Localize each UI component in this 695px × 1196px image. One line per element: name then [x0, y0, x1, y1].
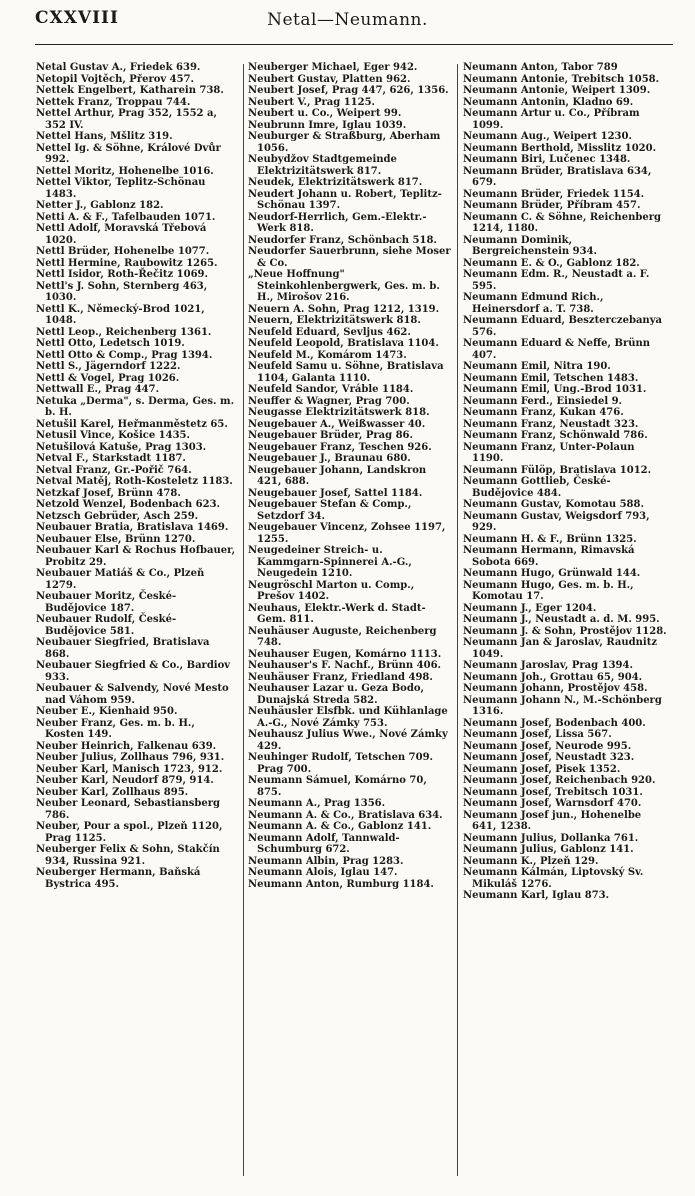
- directory-entry: Neugebauer Vincenz, Zohsee 1197, 1255.: [248, 522, 446, 545]
- directory-entry: Netzsch Gebrüder, Asch 259.: [36, 510, 199, 522]
- directory-entry: Neumann Johann N., M.-Schönberg 1316.: [463, 694, 662, 717]
- running-head: Netal—Neumann.: [267, 10, 428, 30]
- directory-entry: Netter J., Gablonz 182.: [36, 200, 164, 211]
- directory-entry: Netti A. & F., Tafelbauden 1071.: [36, 211, 216, 223]
- column-2: [248, 62, 451, 1182]
- directory-entry: Netval Matěj, Roth-Kosteletz 1183.: [36, 476, 233, 487]
- directory-entry: Neumann Berthold, Misslitz 1020.: [463, 142, 657, 154]
- directory-entry: Neuberger Michael, Eger 942.: [248, 62, 418, 73]
- directory-entry: Netušil Karel, Heřmanměstetz 65.: [36, 418, 228, 430]
- directory-entry: Neumann A. & Co., Bratislava 634.: [248, 809, 443, 821]
- directory-entry: Neumann Brüder, Bratislava 634, 679.: [463, 165, 652, 188]
- directory-entry: Neumann E. & O., Gablonz 182.: [463, 257, 640, 269]
- directory-entry: Netal Gustav A., Friedek 639.: [36, 62, 201, 73]
- directory-entry: Nettl Otto, Ledetsch 1019.: [36, 338, 185, 349]
- directory-entry: Neubauer & Salvendy, Nové Mesto nad Váhom 959.: [36, 683, 229, 706]
- directory-entry: Neuber E., Kienhaid 950.: [36, 706, 178, 717]
- directory-entry: Neuber Julius, Zollhaus 796, 931.: [36, 752, 225, 763]
- directory-entry: Neubauer Bratia, Bratislava 1469.: [36, 522, 229, 533]
- page-number: CXXVIII: [35, 8, 119, 28]
- directory-entry: Neuber Franz, Ges. m. b. H., Kosten 149.: [36, 717, 195, 740]
- directory-entry: Neumann Edmund Rich., Heinersdorf a. T. 738.: [463, 292, 604, 315]
- directory-entry: Netzkaf Josef, Brünn 478.: [36, 487, 181, 499]
- directory-entry: Neuhaus, Elektr.-Werk d. Stadt-Gem. 811.: [248, 602, 426, 625]
- directory-entry: Neumann Artur u. Co., Příbram 1099.: [463, 108, 640, 131]
- directory-entry: Neubert u. Co., Weipert 99.: [248, 108, 402, 119]
- directory-entry: Neufeld Eduard, Sevljus 462.: [248, 326, 411, 338]
- directory-entry: Neuern, Elektrizitätswerk 818.: [248, 315, 421, 326]
- directory-entry: Neubydžov Stadtgemeinde Elektrizitätswerk 817.: [248, 154, 397, 177]
- directory-entry: Neuhäuser Franz, Friedland 498.: [248, 671, 433, 683]
- directory-entry: Neuberger Felix & Sohn, Stakčín 934, Russina 921.: [36, 844, 220, 867]
- directory-entry: Netušilová Katuše, Prag 1303.: [36, 441, 207, 453]
- directory-entry: Nettl Hermine, Raubowitz 1265.: [36, 257, 218, 269]
- directory-entry: Neumann Josef, Reichenbach 920.: [463, 775, 656, 786]
- directory-entry: Neuffer & Wagner, Prag 700.: [248, 395, 410, 407]
- directory-entry: Neumann Eduard, Beszterczebanya 576.: [463, 315, 662, 338]
- directory-entry: Neumann Karl, Iglau 873.: [463, 890, 610, 901]
- directory-entry: Neubauer Moritz, České-Budějovice 187.: [36, 591, 177, 614]
- directory-entry: Neumann Antonie, Trebitsch 1058.: [463, 73, 660, 85]
- directory-entry: Neumann Joh., Grottau 65, 904.: [463, 671, 643, 683]
- directory-entry: Neubauer Rudolf, České-Budějovice 581.: [36, 614, 177, 637]
- directory-entry: Neufeld Samu u. Söhne, Bratislava 1104, Galanta 1110.: [248, 361, 444, 384]
- directory-entry: Neugebauer Franz, Teschen 926.: [248, 441, 432, 453]
- directory-entry: Neumann Jaroslav, Prag 1394.: [463, 660, 633, 671]
- directory-entry: Neumann J. & Sohn, Prostějov 1128.: [463, 625, 667, 637]
- directory-entry: Neumann Edm. R., Neustadt a. F. 595.: [463, 269, 650, 292]
- directory-entry: Netval Franz, Gr.-Pořič 764.: [36, 464, 192, 476]
- directory-entry: Neubert Gustav, Platten 962.: [248, 73, 411, 85]
- directory-entry: Neumann Josef jun., Hohenelbe 641, 1238.: [463, 809, 642, 832]
- directory-entry: Neuhauser Eugen, Komárno 1113.: [248, 648, 442, 660]
- directory-entry: Neuber, Pour a spol., Plzeň 1120, Prag 1125.: [36, 821, 223, 844]
- directory-entry: Neumann Franz, Schönwald 786.: [463, 430, 648, 441]
- directory-entry: Neubauer Matiáš & Co., Plzeň 1279.: [36, 568, 205, 591]
- directory-entry: Neumann Gustav, Komotau 588.: [463, 499, 644, 510]
- directory-entry: Neuhäuser Auguste, Reichenberg 748.: [248, 625, 437, 648]
- directory-entry: Neudorf-Herrlich, Gem.-Elektr.-Werk 818.: [248, 211, 427, 234]
- directory-entry: Neubauer Karl & Rochus Hofbauer, Probitz 29.: [36, 545, 236, 568]
- directory-entry: Neumann Albin, Prag 1283.: [248, 855, 404, 867]
- directory-entry: Nettl S., Jägerndorf 1222.: [36, 361, 181, 372]
- directory-entry: Netopil Vojtěch, Přerov 457.: [36, 73, 195, 85]
- directory-entry: Neuberger Hermann, Baňská Bystrica 495.: [36, 867, 201, 890]
- directory-entry: Neumann Jan & Jaroslav, Raudnitz 1049.: [463, 637, 657, 660]
- directory-entry: Neumann Gottlieb, České-Budějovice 484.: [463, 476, 611, 499]
- directory-entry: Nettel Moritz, Hohenelbe 1016.: [36, 165, 214, 177]
- directory-entry: Neuhausz Julius Wwe., Nové Zámky 429.: [248, 729, 448, 752]
- directory-entry: Neumann A., Prag 1356.: [248, 798, 386, 809]
- directory-entry: Neudek, Elektrizitätswerk 817.: [248, 177, 423, 188]
- directory-entry: Neumann Josef, Trebitsch 1031.: [463, 786, 643, 798]
- directory-entry: Neugasse Elektrizitätswerk 818.: [248, 407, 430, 418]
- directory-entry: Neugedeiner Streich- u. Kammgarn-Spinnerei A.-G., Neugedein 1210.: [248, 545, 412, 579]
- directory-entry: Neumann Franz, Kukan 476.: [463, 407, 624, 418]
- directory-entry: Nettl Otto & Comp., Prag 1394.: [36, 349, 213, 361]
- directory-entry: Nettel Viktor, Teplitz-Schönau 1483.: [36, 177, 206, 200]
- directory-entry: Nettl Isidor, Roth-Řečitz 1069.: [36, 269, 208, 280]
- directory-entry: Neugebauer J., Braunau 680.: [248, 453, 411, 464]
- directory-entry: Neuber Leonard, Sebastiansberg 786.: [36, 798, 221, 821]
- directory-entry: Neuhinger Rudolf, Tetschen 709. Prag 700.: [248, 752, 434, 775]
- directory-entry: Neugebauer Stefan & Comp., Setzdorf 34.: [248, 499, 412, 522]
- directory-entry: Netusil Vince, Košice 1435.: [36, 430, 190, 441]
- directory-entry: Neumann Brüder, Příbram 457.: [463, 200, 641, 211]
- directory-entry: Nettl's J. Sohn, Sternberg 463, 1030.: [36, 280, 208, 303]
- directory-entry: Neumann Eduard & Neffe, Brünn 407.: [463, 338, 651, 361]
- directory-entry: Neumann Hermann, Rimavská Sobota 669.: [463, 545, 635, 568]
- directory-entry: Neumann J., Neustadt a. d. M. 995.: [463, 614, 660, 625]
- directory-entry: Neumann Josef, Neustadt 323.: [463, 752, 635, 763]
- directory-entry: Neumann Aug., Weipert 1230.: [463, 131, 632, 142]
- column-divider: [457, 64, 458, 1176]
- directory-entry: Neugebauer A., Weißwasser 40.: [248, 418, 426, 430]
- directory-entry: Neuhauser Lazar u. Geza Bodo, Dunajská Streda 582.: [248, 683, 424, 706]
- directory-entry: Nettl K., Německý-Brod 1021, 1048.: [36, 303, 205, 326]
- directory-entry: Neumann Ferd., Einsiedel 9.: [463, 395, 623, 407]
- directory-entry: Neumann Kálmán, Liptovský Sv. Mikuláš 1276.: [463, 867, 644, 890]
- directory-entry: Nettel Arthur, Prag 352, 1552 a, 352 IV.: [36, 108, 217, 131]
- directory-entry: Neumann Gustav, Weigsdorf 793, 929.: [463, 510, 650, 533]
- directory-entry: Neumann Josef, Lissa 567.: [463, 729, 612, 740]
- directory-entry: Neufeld Leopold, Bratislava 1104.: [248, 338, 439, 349]
- directory-entry: Neumann C. & Söhne, Reichenberg 1214, 1180.: [463, 211, 661, 234]
- directory-entry: Nettl Adolf, Moravská Třebová 1020.: [36, 223, 207, 246]
- directory-entry: Neumann J., Eger 1204.: [463, 602, 597, 614]
- directory-entry: Neuern A. Sohn, Prag 1212, 1319.: [248, 303, 440, 315]
- directory-entry: Neufeld Sandor, Vráble 1184.: [248, 384, 414, 395]
- directory-entry: Neumann Antonin, Kladno 69.: [463, 96, 634, 108]
- column-divider: [243, 64, 244, 1176]
- directory-entry: Nettel Hans, Mšlitz 319.: [36, 131, 173, 142]
- directory-entry: Netuka „Derma", s. Derma, Ges. m. b. H.: [36, 395, 235, 418]
- directory-entry: Neumann Johann, Prostějov 458.: [463, 683, 648, 694]
- directory-entry: Neumann Brüder, Friedek 1154.: [463, 188, 645, 200]
- directory-entry: Neumann Hugo, Grünwald 144.: [463, 568, 641, 579]
- directory-entry: Neuhäusler Elsfbk. und Kühlanlage A.-G., Nové Zámky 753.: [248, 706, 448, 729]
- directory-entry: Neuhauser's F. Nachf., Brünn 406.: [248, 660, 442, 671]
- directory-entry: Neubauer Else, Brünn 1270.: [36, 533, 196, 545]
- directory-entry: Neumann Julius, Gablonz 141.: [463, 844, 634, 855]
- directory-entry: Neubauer Siegfried, Bratislava 868.: [36, 637, 210, 660]
- directory-entry: Neumann Alois, Iglau 147.: [248, 867, 398, 878]
- column-1: [36, 62, 236, 1182]
- directory-entry: Neugebauer Brüder, Prag 86.: [248, 430, 413, 441]
- directory-entry: Neumann Josef, Warnsdorf 470.: [463, 798, 642, 809]
- directory-entry: Neubert Josef, Prag 447, 626, 1356.: [248, 85, 449, 96]
- column-3: [463, 62, 668, 1182]
- directory-entry: Neumann H. & F., Brünn 1325.: [463, 533, 637, 545]
- directory-entry: Neumann Emil, Nitra 190.: [463, 361, 611, 372]
- directory-entry: Neuber Heinrich, Falkenau 639.: [36, 740, 217, 752]
- directory-entry: Neuber Karl, Manisch 1723, 912.: [36, 763, 223, 775]
- page-header: [0, 0, 695, 48]
- directory-entry: Neudorfer Franz, Schönbach 518.: [248, 234, 437, 246]
- directory-entry: Neumann Sámuel, Komárno 70, 875.: [248, 775, 427, 798]
- directory-entry: Neubert V., Prag 1125.: [248, 96, 376, 108]
- directory-entry: Neumann Josef, Pisek 1352.: [463, 763, 621, 775]
- directory-entry: Neumann Anton, Tabor 789: [463, 62, 618, 73]
- directory-entry: Neumann Dominik, Bergreichenstein 934.: [463, 234, 598, 257]
- directory-entry: „Neue Hoffnung" Steinkohlenbergwerk, Ges. m. b. H., Mirošov 216.: [248, 269, 440, 303]
- directory-entry: Netval F., Starkstadt 1187.: [36, 453, 186, 464]
- directory-entry: Nettel Ig. & Söhne, Králové Dvůr 992.: [36, 142, 221, 165]
- directory-entry: Neumann Hugo, Ges. m. b. H., Komotau 17.: [463, 579, 634, 602]
- directory-entry: Neubrunn Imre, Iglau 1039.: [248, 119, 407, 131]
- directory-entry: Nettek Engelbert, Katharein 738.: [36, 85, 224, 96]
- directory-entry: Nettl Brüder, Hohenelbe 1077.: [36, 246, 210, 257]
- directory-entry: Neuburger & Straßburg, Aberham 1056.: [248, 131, 441, 154]
- directory-entry: Neumann Antonie, Weipert 1309.: [463, 85, 651, 96]
- directory-entry: Nettwall E., Prag 447.: [36, 384, 160, 395]
- directory-entry: Nettl & Vogel, Prag 1026.: [36, 372, 180, 384]
- directory-entry: Neumann Biri, Lučenec 1348.: [463, 154, 631, 165]
- directory-entry: Neumann Franz, Unter-Polaun 1190.: [463, 441, 635, 464]
- directory-entry: Neugebauer Josef, Sattel 1184.: [248, 487, 423, 499]
- directory-entry: Nettek Franz, Troppau 744.: [36, 96, 191, 108]
- directory-entry: Neudert Johann u. Robert, Teplitz-Schönau 1397.: [248, 188, 442, 211]
- directory-entry: Neudorfer Sauerbrunn, siehe Moser & Co.: [248, 246, 451, 269]
- directory-entry: Neumann Josef, Neurode 995.: [463, 740, 632, 752]
- directory-entry: Neumann K., Plzeň 129.: [463, 855, 599, 867]
- directory-entry: Neugebauer Johann, Landskron 421, 688.: [248, 464, 427, 487]
- directory-entry: Neugröschl Marton u. Comp., Prešov 1402.: [248, 579, 415, 602]
- directory-entry: Neumann Emil, Ung.-Brod 1031.: [463, 384, 647, 395]
- directory-entry: Neumann A. & Co., Gablonz 141.: [248, 821, 432, 832]
- directory-entry: Netzold Wenzel, Bodenbach 623.: [36, 499, 221, 510]
- directory-entry: Nettl Leop., Reichenberg 1361.: [36, 326, 212, 338]
- directory-entry: Neubauer Siegfried & Co., Bardiov 933.: [36, 660, 231, 683]
- header-rule: [35, 44, 673, 45]
- directory-entry: Neuber Karl, Zollhaus 895.: [36, 786, 189, 798]
- directory-entry: Neumann Emil, Tetschen 1483.: [463, 372, 639, 384]
- directory-entry: Neumann Fülöp, Bratislava 1012.: [463, 464, 652, 476]
- directory-entry: Neumann Julius, Dollanka 761.: [463, 832, 639, 844]
- directory-entry: Neuber Karl, Neudorf 879, 914.: [36, 775, 214, 786]
- directory-entry: Neumann Adolf, Tannwald-Schumburg 672.: [248, 832, 400, 855]
- directory-entry: Neumann Franz, Neustadt 323.: [463, 418, 639, 430]
- directory-entry: Neumann Josef, Bodenbach 400.: [463, 717, 646, 729]
- directory-entry: Neufeld M., Komárom 1473.: [248, 349, 407, 361]
- directory-entry: Neumann Anton, Rumburg 1184.: [248, 878, 434, 890]
